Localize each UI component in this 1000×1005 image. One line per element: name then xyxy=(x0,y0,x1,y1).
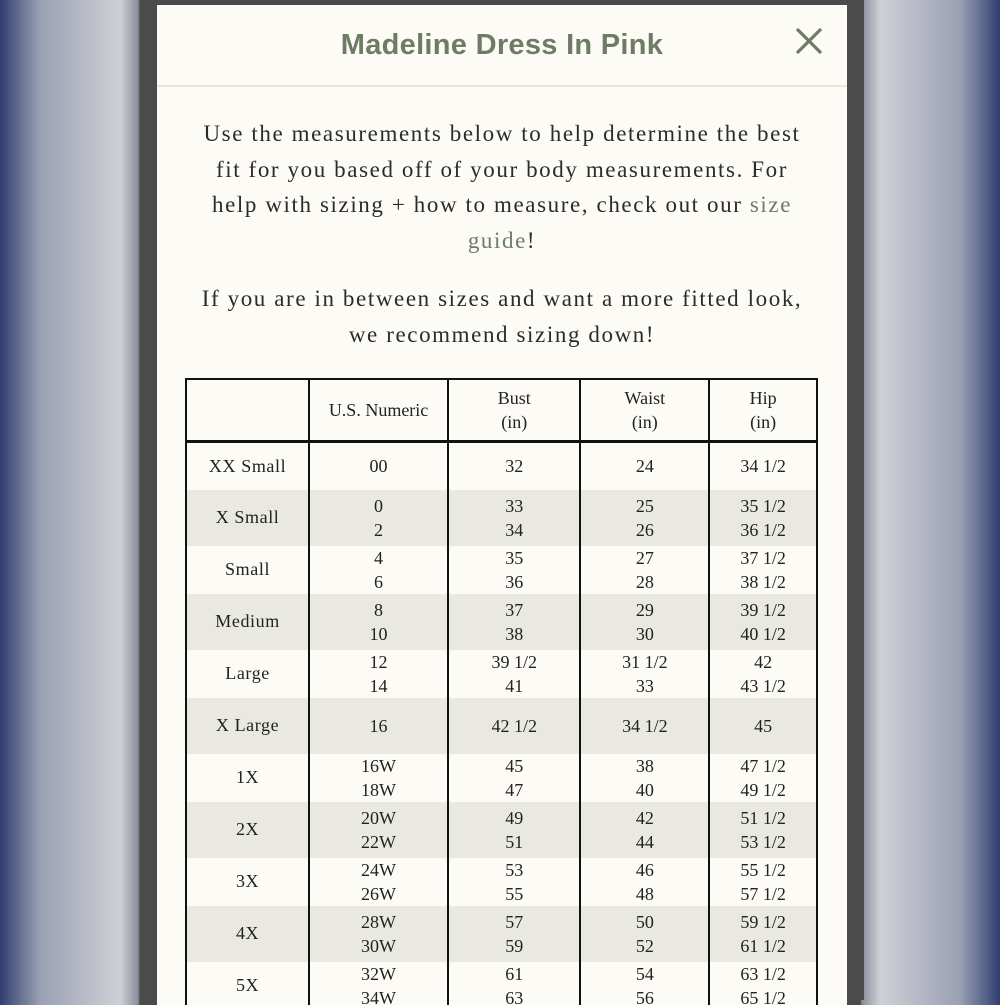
numeric-value: 0 xyxy=(310,494,447,518)
numeric-cell xyxy=(309,442,448,490)
numeric-value: 12 xyxy=(310,650,447,674)
hip-cell xyxy=(709,906,817,962)
table-header-row xyxy=(186,379,817,442)
modal-title: Madeline Dress In Pink xyxy=(341,29,664,62)
hip-value: 40 1/2 xyxy=(710,622,816,646)
numeric-value: 6 xyxy=(310,570,447,594)
bust-value: 63 xyxy=(449,986,580,1005)
waist-value: 33 xyxy=(581,674,708,698)
bust-value: 37 xyxy=(449,598,580,622)
hip-cell xyxy=(709,754,817,802)
bust-value: 55 xyxy=(449,882,580,906)
waist-value: 28 xyxy=(581,570,708,594)
bust-value: 59 xyxy=(449,934,580,958)
hip-cell xyxy=(709,962,817,1005)
bust-cell xyxy=(448,546,581,594)
waist-cell xyxy=(580,650,709,698)
hip-cell xyxy=(709,802,817,858)
bust-value: 51 xyxy=(449,830,580,854)
hip-value: 34 1/2 xyxy=(710,454,816,478)
hip-value: 59 1/2 xyxy=(710,910,816,934)
waist-cell xyxy=(580,546,709,594)
header-cell xyxy=(186,379,309,442)
table-row xyxy=(186,546,817,594)
intro-text-part1: Use the measurements below to help determine the best fit for you based off of your body measurements. For help with sizing + how to measure, check out our xyxy=(203,121,800,217)
size-label-cell: 2X xyxy=(186,802,309,858)
numeric-value: 22W xyxy=(310,830,447,854)
hip-value: 36 1/2 xyxy=(710,518,816,542)
hip-value: 35 1/2 xyxy=(710,494,816,518)
numeric-cell xyxy=(309,962,448,1005)
bust-cell xyxy=(448,962,581,1005)
hip-value: 53 1/2 xyxy=(710,830,816,854)
size-label-cell: Large xyxy=(186,650,309,698)
size-chart-body xyxy=(186,442,817,1005)
size-label-cell: X Small xyxy=(186,490,309,546)
bust-value: 49 xyxy=(449,806,580,830)
hip-value: 39 1/2 xyxy=(710,598,816,622)
waist-value: 34 1/2 xyxy=(581,714,708,738)
size-chart-modal xyxy=(157,5,847,1005)
bust-value: 35 xyxy=(449,546,580,570)
size-label-cell: 5X xyxy=(186,962,309,1005)
bust-value: 53 xyxy=(449,858,580,882)
numeric-value: 30W xyxy=(310,934,447,958)
bust-cell xyxy=(448,754,581,802)
numeric-value: 18W xyxy=(310,778,447,802)
header-cell-bust: Bust (in) xyxy=(448,379,581,442)
waist-value: 30 xyxy=(581,622,708,646)
header-cell-us-numeric: U.S. Numeric xyxy=(309,379,448,442)
table-row xyxy=(186,698,817,754)
hip-value: 61 1/2 xyxy=(710,934,816,958)
close-button[interactable] xyxy=(793,25,825,57)
hip-cell xyxy=(709,490,817,546)
hip-value: 47 1/2 xyxy=(710,754,816,778)
numeric-cell xyxy=(309,650,448,698)
numeric-value: 8 xyxy=(310,598,447,622)
numeric-value: 14 xyxy=(310,674,447,698)
waist-cell xyxy=(580,698,709,754)
numeric-cell xyxy=(309,594,448,650)
intro-text xyxy=(193,116,811,258)
size-guide-link[interactable]: size guide xyxy=(468,192,792,253)
numeric-value: 34W xyxy=(310,986,447,1005)
waist-value: 50 xyxy=(581,910,708,934)
bust-value: 34 xyxy=(449,518,580,542)
bust-value: 57 xyxy=(449,910,580,934)
table-row xyxy=(186,442,817,490)
table-row xyxy=(186,490,817,546)
bust-cell xyxy=(448,442,581,490)
header-cell-waist: Waist (in) xyxy=(580,379,709,442)
hip-value: 55 1/2 xyxy=(710,858,816,882)
bust-value: 38 xyxy=(449,622,580,646)
bust-cell xyxy=(448,490,581,546)
bust-cell xyxy=(448,802,581,858)
hip-cell xyxy=(709,698,817,754)
bust-value: 33 xyxy=(449,494,580,518)
waist-value: 29 xyxy=(581,598,708,622)
waist-cell xyxy=(580,962,709,1005)
bust-cell xyxy=(448,858,581,906)
table-row xyxy=(186,594,817,650)
bust-value: 32 xyxy=(449,454,580,478)
numeric-value: 2 xyxy=(310,518,447,542)
waist-value: 26 xyxy=(581,518,708,542)
hip-value: 51 1/2 xyxy=(710,806,816,830)
waist-value: 27 xyxy=(581,546,708,570)
modal-header xyxy=(157,5,847,87)
numeric-cell xyxy=(309,546,448,594)
bust-cell xyxy=(448,906,581,962)
bust-cell xyxy=(448,650,581,698)
numeric-value: 24W xyxy=(310,858,447,882)
numeric-value: 16 xyxy=(310,714,447,738)
waist-value: 31 1/2 xyxy=(581,650,708,674)
bust-value: 45 xyxy=(449,754,580,778)
hip-value: 43 1/2 xyxy=(710,674,816,698)
hip-cell xyxy=(709,546,817,594)
waist-value: 54 xyxy=(581,962,708,986)
numeric-cell xyxy=(309,906,448,962)
numeric-cell xyxy=(309,698,448,754)
numeric-value: 4 xyxy=(310,546,447,570)
intro-text-part2: ! xyxy=(527,228,536,253)
hip-cell xyxy=(709,442,817,490)
hip-value: 63 1/2 xyxy=(710,962,816,986)
size-label-cell: X Large xyxy=(186,698,309,754)
waist-value: 40 xyxy=(581,778,708,802)
hip-value: 57 1/2 xyxy=(710,882,816,906)
waist-value: 24 xyxy=(581,454,708,478)
bust-value: 42 1/2 xyxy=(449,714,580,738)
waist-cell xyxy=(580,490,709,546)
numeric-value: 10 xyxy=(310,622,447,646)
numeric-value: 16W xyxy=(310,754,447,778)
table-row xyxy=(186,962,817,1005)
size-label-cell: 4X xyxy=(186,906,309,962)
bust-cell xyxy=(448,698,581,754)
bust-value: 39 1/2 xyxy=(449,650,580,674)
waist-cell xyxy=(580,858,709,906)
table-row xyxy=(186,650,817,698)
size-label-cell: XX Small xyxy=(186,442,309,490)
size-label-cell: 3X xyxy=(186,858,309,906)
size-chart-table xyxy=(185,378,818,1005)
waist-cell xyxy=(580,754,709,802)
table-row xyxy=(186,858,817,906)
waist-cell xyxy=(580,594,709,650)
header-cell-hip: Hip (in) xyxy=(709,379,817,442)
close-icon xyxy=(793,25,825,57)
numeric-value: 32W xyxy=(310,962,447,986)
numeric-value: 20W xyxy=(310,806,447,830)
hip-cell xyxy=(709,594,817,650)
hip-value: 45 xyxy=(710,714,816,738)
waist-value: 38 xyxy=(581,754,708,778)
hip-value: 49 1/2 xyxy=(710,778,816,802)
bust-value: 61 xyxy=(449,962,580,986)
numeric-value: 26W xyxy=(310,882,447,906)
numeric-cell xyxy=(309,858,448,906)
numeric-cell xyxy=(309,490,448,546)
numeric-value: 00 xyxy=(310,454,447,478)
bust-value: 47 xyxy=(449,778,580,802)
sizing-advice-text: If you are in between sizes and want a more fitted look, we recommend sizing down! xyxy=(193,281,811,352)
size-label-cell: 1X xyxy=(186,754,309,802)
hip-cell xyxy=(709,650,817,698)
waist-value: 42 xyxy=(581,806,708,830)
waist-cell xyxy=(580,802,709,858)
table-row xyxy=(186,754,817,802)
waist-value: 48 xyxy=(581,882,708,906)
waist-cell xyxy=(580,442,709,490)
bust-value: 41 xyxy=(449,674,580,698)
waist-value: 56 xyxy=(581,986,708,1005)
hip-value: 42 xyxy=(710,650,816,674)
table-row xyxy=(186,906,817,962)
waist-value: 52 xyxy=(581,934,708,958)
table-row xyxy=(186,802,817,858)
waist-value: 44 xyxy=(581,830,708,854)
hip-value: 37 1/2 xyxy=(710,546,816,570)
size-label-cell: Small xyxy=(186,546,309,594)
hip-cell xyxy=(709,858,817,906)
numeric-cell xyxy=(309,802,448,858)
bust-cell xyxy=(448,594,581,650)
bust-value: 36 xyxy=(449,570,580,594)
waist-value: 46 xyxy=(581,858,708,882)
waist-value: 25 xyxy=(581,494,708,518)
waist-cell xyxy=(580,906,709,962)
hip-value: 38 1/2 xyxy=(710,570,816,594)
numeric-cell xyxy=(309,754,448,802)
size-label-cell: Medium xyxy=(186,594,309,650)
hip-value: 65 1/2 xyxy=(710,986,816,1005)
numeric-value: 28W xyxy=(310,910,447,934)
